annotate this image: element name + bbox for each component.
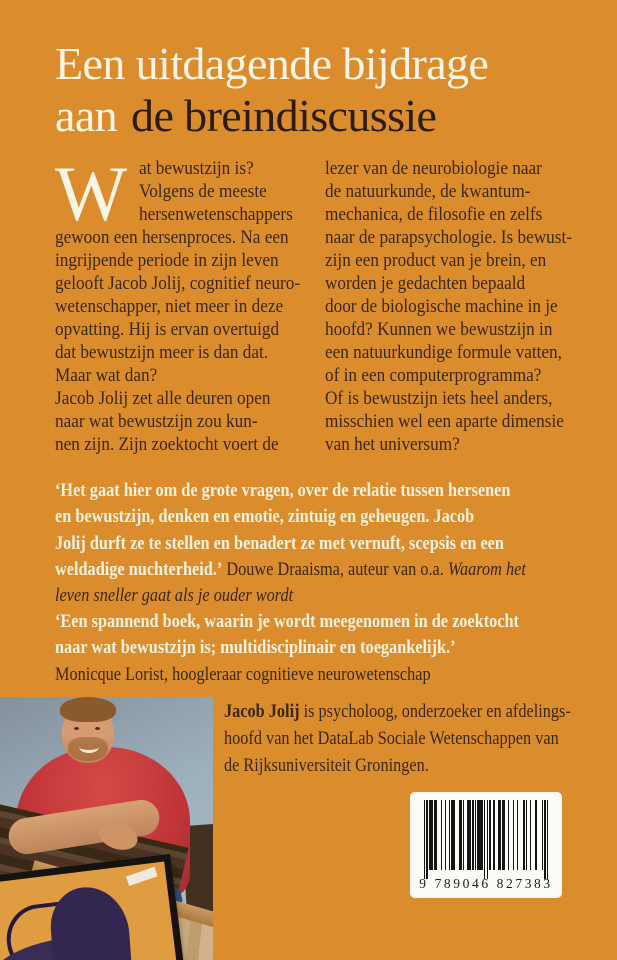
quote-end: weldadige nuchterheid.’ [55, 559, 223, 580]
quote-lorist-lines [55, 609, 595, 662]
body-column-left [55, 150, 309, 457]
attribution-book-title-part2: leven sneller gaat als je ouder wordt [55, 586, 294, 607]
text-line: en bewustzijn, denken en emotie, zintuig en geheugen. Jacob [55, 507, 475, 528]
dropcap-side-lines [139, 158, 304, 227]
text-line: hoofd van het DataLab Sociale Wetenschappen van [224, 729, 559, 749]
text-line: opvatting. Hij is ervan overtuigd [55, 320, 280, 340]
bio-lines [224, 726, 599, 780]
barcode-bars [410, 792, 562, 886]
author-bio [224, 699, 599, 780]
text-line: naar wat bewustzijn zou kun- [55, 412, 258, 432]
artwork-silhouette [48, 885, 132, 960]
author-eye-right [95, 727, 100, 730]
isbn-barcode [410, 792, 562, 898]
title-line-2 [55, 90, 488, 142]
quote-draaisma [55, 478, 595, 609]
quote-draaisma-lines [55, 478, 595, 557]
right-column-lines [325, 158, 579, 457]
text-line: of in een computerprogramma? [325, 366, 542, 386]
quote-lorist [55, 609, 595, 688]
title-line2-white: aan [55, 90, 118, 141]
text-line: hoofd? Kunnen we bewustzijn in [325, 320, 553, 340]
author-photo [0, 697, 213, 960]
barcode-digits: 9 789046 827383 [419, 876, 553, 891]
text-line: Jolij durft ze te stellen en benadert ze met vernuft, scepsis en een [55, 533, 504, 554]
text-line: ‘Het gaat hier om de grote vragen, over de relatie tussen hersenen [55, 481, 511, 501]
text-line: Of is bewustzijn iets heel anders, [325, 389, 553, 409]
text-line: wetenschapper, niet meer in deze [55, 297, 284, 317]
dropcap-letter: W [55, 150, 128, 237]
author-hair [60, 697, 116, 722]
author-eye-left [74, 727, 79, 730]
text-line: worden je gedachten bepaald [325, 274, 526, 294]
text-line: door de biologische machine in je [325, 297, 558, 317]
text-line: naar wat bewustzijn is; multidisciplinair en toegankelijk.’ [55, 638, 456, 659]
text-line: ‘Een spannend boek, waarin je wordt meegenomen in de zoektocht [55, 612, 519, 632]
text-line: van het universum? [325, 435, 460, 455]
text-line: de Rijksuniversiteit Groningen. [224, 756, 429, 776]
author-name: Jacob Jolij [224, 702, 300, 722]
artwork-sticker [126, 867, 158, 886]
text-line: Jacob Jolij zet alle deuren open [55, 389, 271, 409]
title-line2-dark: de breindiscussie [131, 90, 437, 141]
text-line: mechanica, de filosofie en zelfs [325, 205, 543, 225]
text-line: dat bewustzijn meer is dan dat. [55, 343, 269, 363]
quote-draaisma-attribution-line [55, 557, 530, 583]
text-line: nen zijn. Zijn zoektocht voert de [55, 435, 279, 455]
text-line: at bewustzijn is? [138, 159, 254, 179]
text-line: lezer van de neurobiologie naar [325, 159, 542, 179]
bio-line1-text: is psycholoog, onderzoeker en afdelings- [299, 702, 571, 722]
text-line: misschien wel een aparte dimensie [325, 412, 564, 432]
attribution-book-title-part1: Waarom het [447, 559, 526, 580]
text-line: gewoon een hersenproces. Na een [55, 228, 289, 248]
left-column-lines [55, 227, 309, 457]
title-line-1: Een uitdagende bijdrage [55, 38, 489, 89]
body-column-right [325, 158, 579, 457]
text-line: Volgens de meeste [138, 182, 267, 202]
attribution-name: Douwe Draaisma, auteur van o.a. [222, 559, 448, 580]
cover-title [55, 38, 488, 142]
text-line: ingrijpende periode in zijn leven [55, 251, 279, 271]
quote-lorist-attribution: Monicque Lorist, hoogleraar cognitieve neurowetenschap [55, 664, 431, 685]
text-line: zijn een product van je brein, en [325, 251, 547, 271]
bio-line-1 [224, 699, 571, 726]
text-line: Maar wat dan? [55, 366, 158, 386]
barcode-bar [547, 800, 548, 879]
dropcap-row [55, 150, 309, 237]
body-text [55, 150, 579, 457]
text-line: een natuurkundige formule vatten, [325, 343, 562, 363]
author-smile [79, 741, 99, 753]
text-line: gelooft Jacob Jolij, cognitief neuro- [55, 274, 301, 294]
text-line: naar de parapsychologie. Is bewust- [325, 228, 573, 248]
text-line: de natuurkunde, de kwantum- [325, 182, 531, 202]
text-line: hersenwetenschappers [138, 205, 293, 225]
